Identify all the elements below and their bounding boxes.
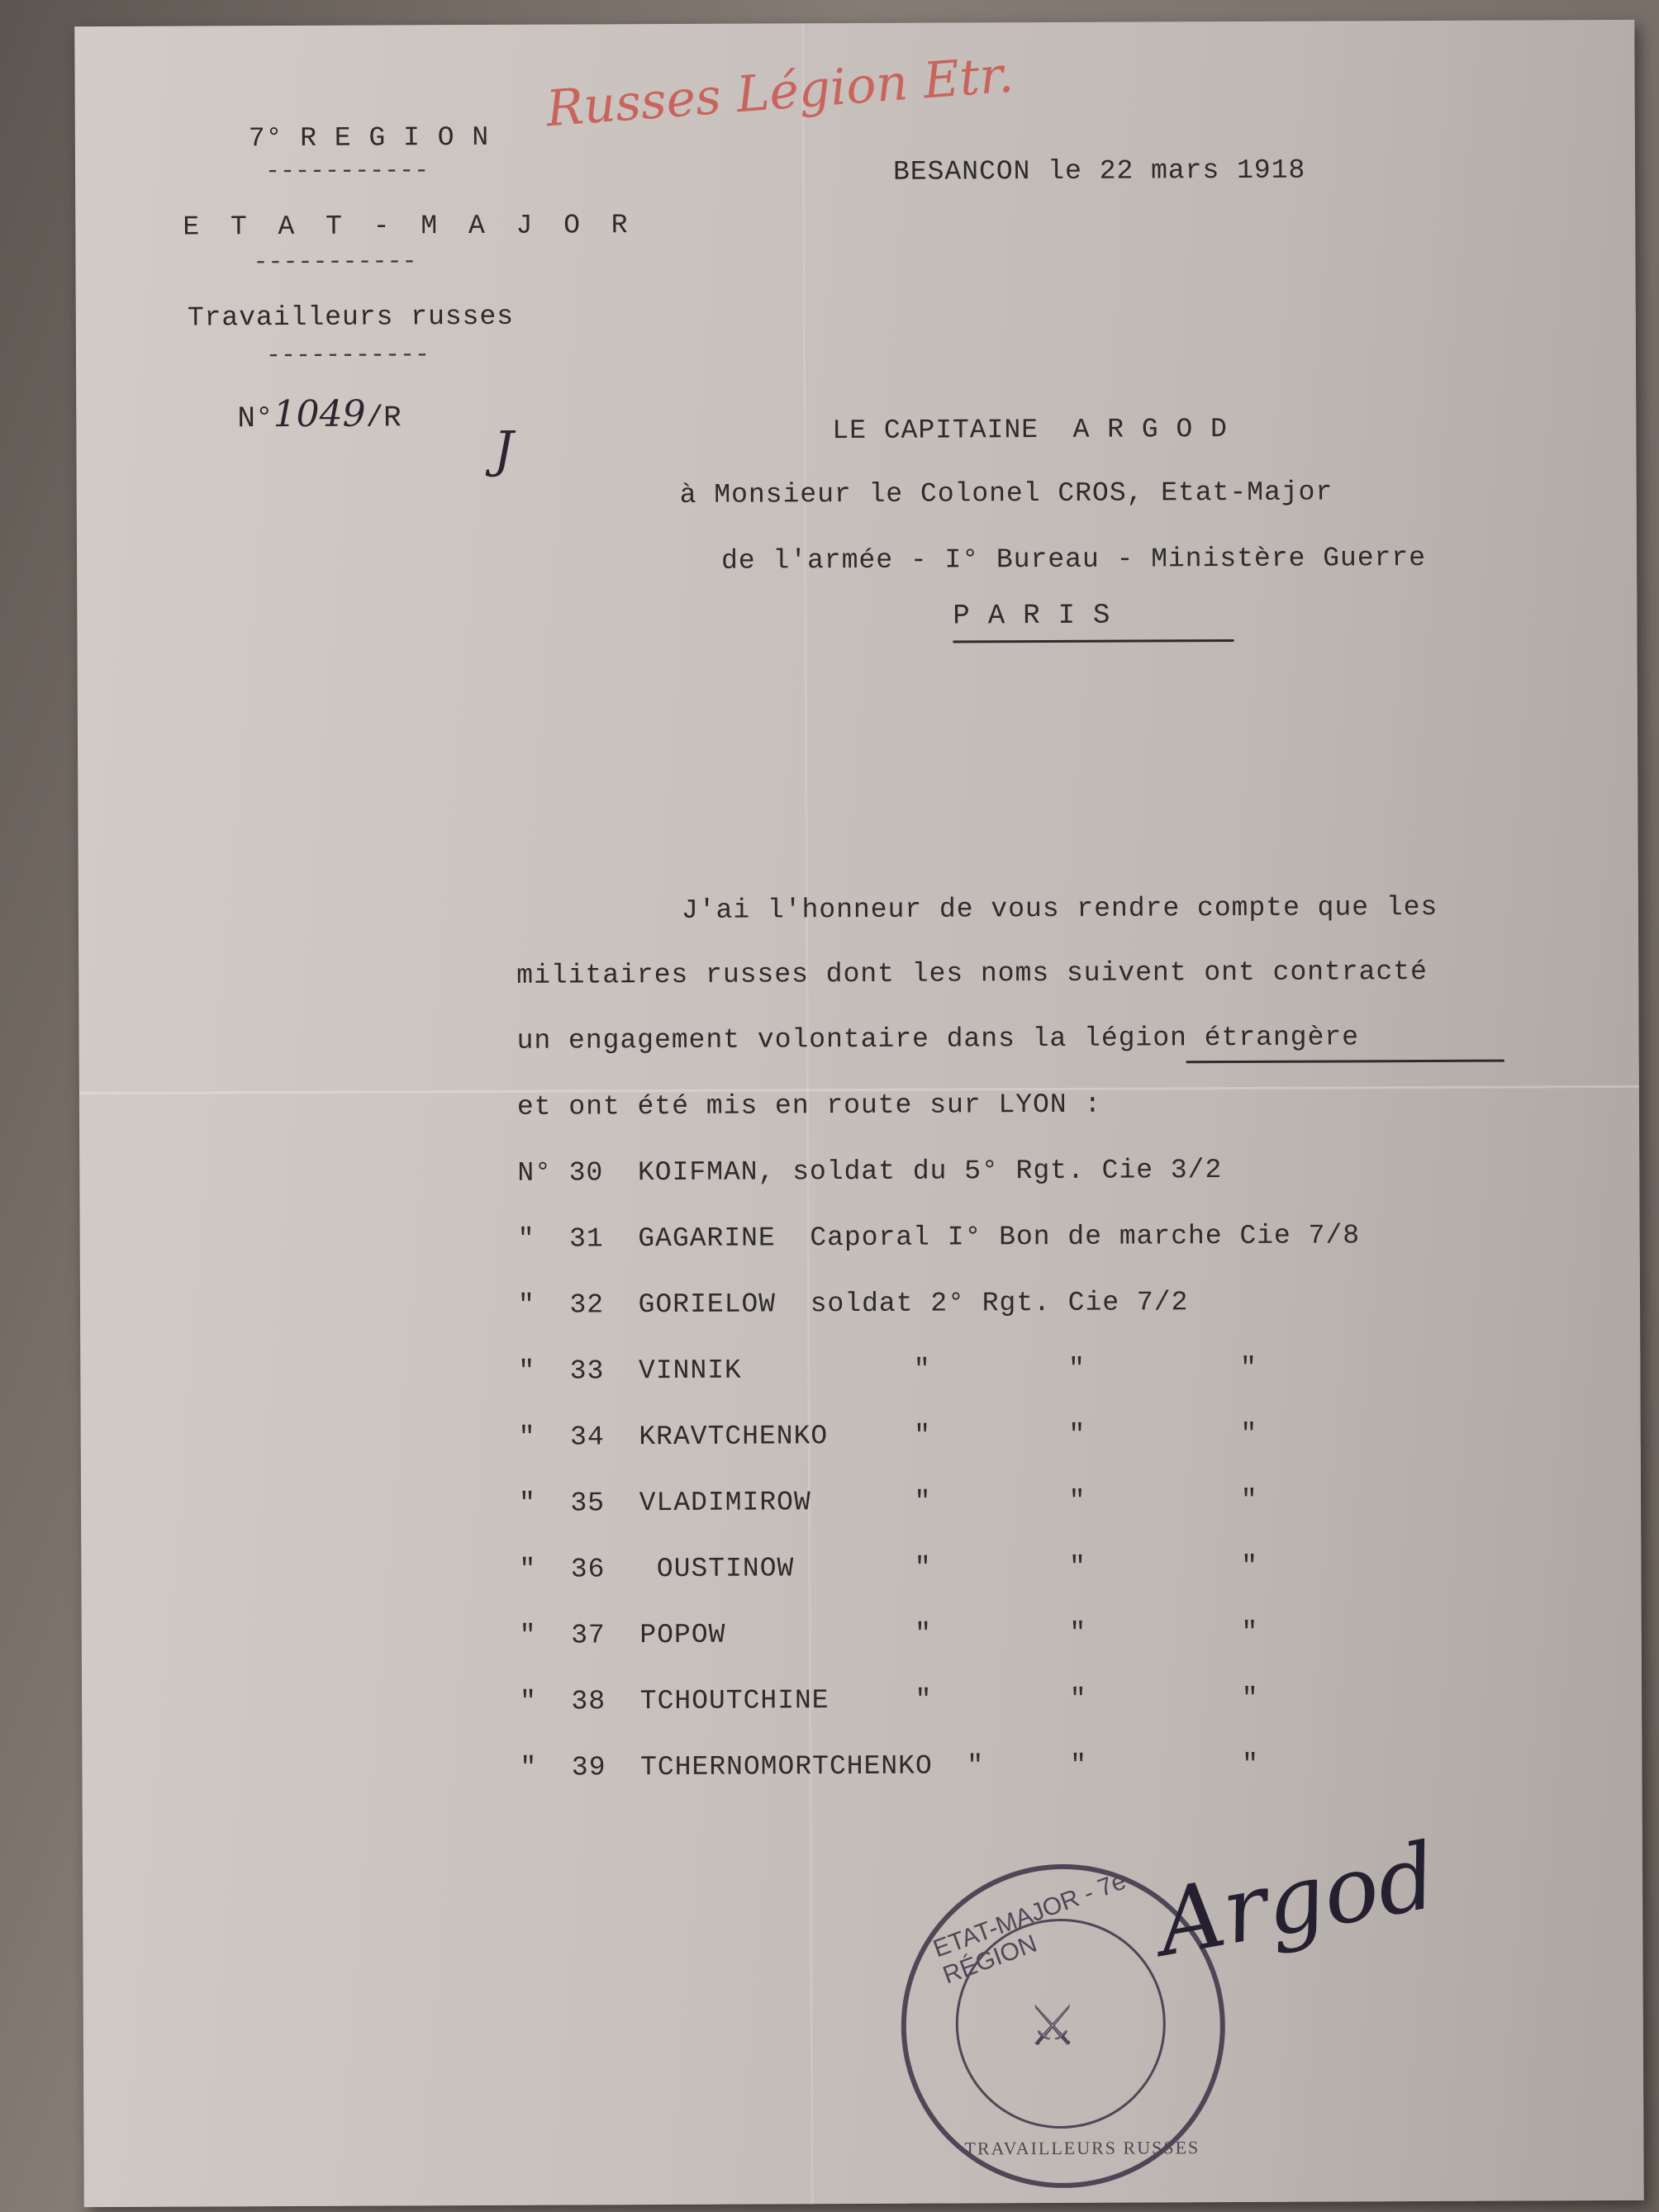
document-page [74, 20, 1644, 2207]
soldier-name: TCHERNOMORTCHENKO " " " [640, 1749, 1260, 1783]
header-region: 7° R E G I O N [248, 121, 490, 154]
number-handwritten: 1049 [273, 392, 366, 436]
recipient-line-1: à Monsieur le Colonel CROS, Etat-Major [679, 477, 1333, 510]
reference-number [237, 392, 402, 435]
signature: Argod [1149, 1822, 1444, 1977]
city-underline [953, 639, 1234, 643]
header-unit: Travailleurs russes [187, 301, 515, 334]
soldier-row [520, 1749, 1259, 1783]
body-line-1: J'ai l'honneur de vous rendre compte que les [681, 891, 1438, 926]
sender-line: LE CAPITAINE A R G O D [832, 414, 1228, 447]
body-line-2: militaires russes dont les noms suivent ont contracté [516, 956, 1428, 991]
soldier-name: VINNIK " " " [638, 1352, 1257, 1387]
date-line: BESANCON le 22 mars 1918 [892, 154, 1306, 187]
stamp-bottom-text: TRAVAILLEURS RUSSES [964, 2137, 1200, 2159]
margin-note: Russes Légion Etr. [544, 45, 1016, 139]
soldier-name: TCHOUTCHINE " " " [639, 1683, 1259, 1717]
separator-1: ----------- [264, 157, 430, 187]
soldier-number: N° 30 [517, 1157, 604, 1189]
soldier-row [518, 1353, 1257, 1387]
soldier-row [520, 1617, 1259, 1651]
soldier-row [519, 1419, 1258, 1453]
soldier-row [519, 1485, 1258, 1519]
stamp-figure-icon: ⚔ [1029, 1983, 1076, 2069]
soldier-name: KOIFMAN, soldat du 5° Rgt. Cie 3/2 [637, 1155, 1223, 1189]
soldier-row [517, 1155, 1222, 1189]
soldier-number: " 31 [517, 1223, 604, 1255]
soldier-name: POPOW " " " [639, 1616, 1259, 1651]
soldier-number: " 38 [520, 1686, 606, 1717]
soldier-number: " 37 [519, 1620, 606, 1651]
stamp-outer-text: ETAT-MAJOR - 7e RÉGION [929, 1867, 1130, 1990]
soldier-name: GAGARINE Caporal I° Bon de marche Cie 7/8 [638, 1220, 1361, 1255]
soldier-number: " 36 [519, 1554, 606, 1585]
soldier-row [518, 1287, 1188, 1321]
soldier-number: " 33 [518, 1355, 605, 1387]
body-line-4: et ont été mis en route sur LYON : [516, 1089, 1102, 1123]
soldier-row [518, 1220, 1361, 1254]
header-staff: E T A T - M A J O R [183, 210, 635, 243]
soldier-number: " 32 [517, 1289, 605, 1321]
body-line-3: un engagement volontaire dans la légion étrangère [516, 1022, 1360, 1056]
separator-2: ----------- [253, 248, 417, 278]
handwritten-initial: J [493, 420, 514, 479]
number-suffix: /R [365, 401, 402, 435]
soldier-name: KRAVTCHENKO " " " [639, 1418, 1258, 1453]
city-paris: PARIS [953, 600, 1129, 633]
separator-3: ----------- [265, 341, 430, 371]
soldier-number: " 39 [520, 1752, 606, 1783]
soldier-name: GORIELOW soldat 2° Rgt. Cie 7/2 [638, 1287, 1189, 1321]
legion-underline [1186, 1060, 1505, 1064]
soldier-row [520, 1683, 1259, 1717]
soldier-name: VLADIMIROW " " " [639, 1484, 1258, 1519]
soldier-name: OUSTINOW " " " [639, 1550, 1259, 1585]
soldier-number: " 34 [518, 1422, 605, 1453]
soldier-row [519, 1551, 1258, 1585]
soldier-number: " 35 [518, 1488, 606, 1519]
recipient-line-2: de l'armée - I° Bureau - Ministère Guerre [720, 543, 1427, 577]
number-prefix: N° [237, 401, 273, 436]
